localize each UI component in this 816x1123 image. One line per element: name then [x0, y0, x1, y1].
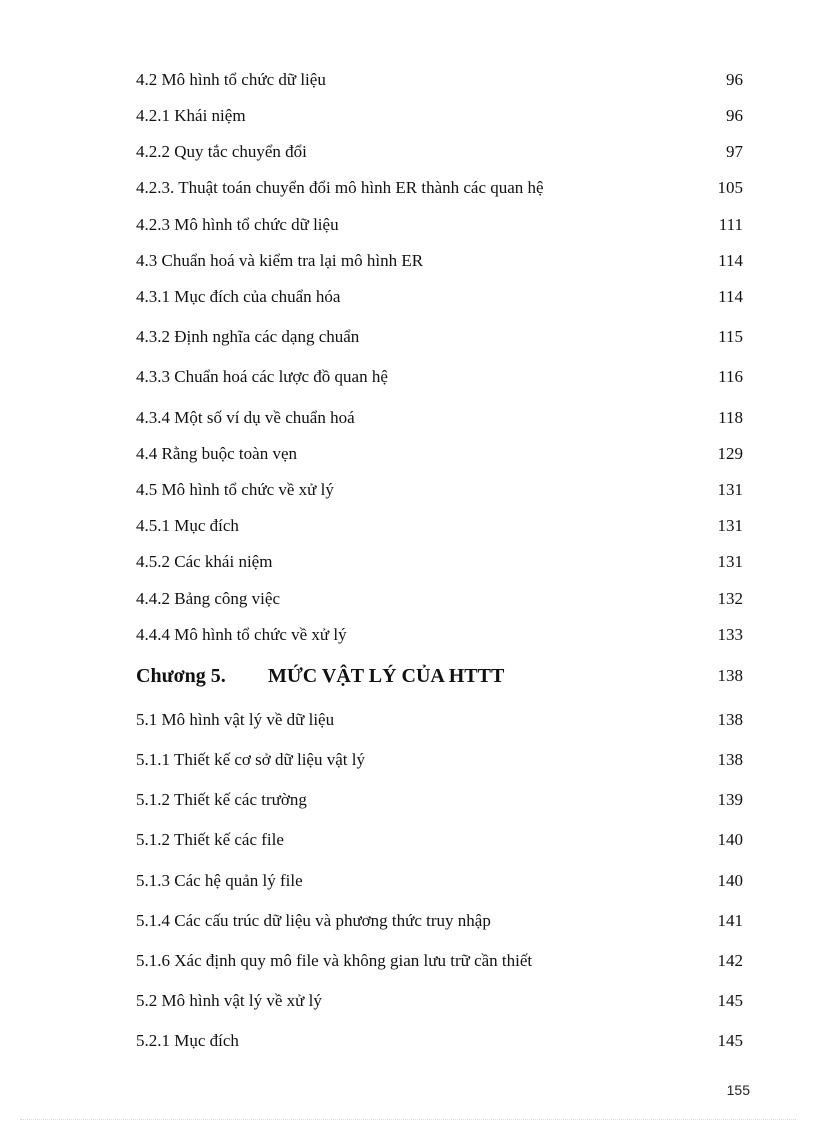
toc-entry-title: 5.1.2 Thiết kế các trường [136, 790, 307, 809]
toc-entry-title: 4.3.1 Mục đích của chuẩn hóa [136, 287, 341, 306]
toc-entry [136, 324, 743, 350]
toc-entry-title: 5.2.1 Mục đích [136, 1031, 239, 1050]
toc-entry [136, 477, 743, 503]
toc-entry-title: 4.2.3. Thuật toán chuyển đổi mô hình ER thành các quan hệ [136, 178, 544, 197]
chapter-title: MỨC VẬT LÝ CỦA HTTT [268, 665, 505, 687]
toc-entry-page: 129 [717, 444, 743, 463]
toc-entry-title: 4.3 Chuẩn hoá và kiểm tra lại mô hình ER [136, 251, 424, 270]
toc-entry-page: 114 [718, 251, 743, 270]
toc-entry-page: 142 [717, 951, 743, 970]
toc-entry [136, 586, 743, 612]
toc-entry-page: 105 [717, 178, 743, 197]
toc-entry-title: 5.1.4 Các cấu trúc dữ liệu và phương thức truy nhập [136, 911, 491, 930]
toc-entry-title: 5.1 Mô hình vật lý về dữ liệu [136, 710, 335, 729]
toc-entry [136, 1028, 743, 1054]
toc-entry [136, 868, 743, 894]
toc-entry [136, 364, 743, 390]
toc-entry-title: 4.4 Rằng buộc toàn vẹn [136, 444, 297, 463]
toc-entry [136, 513, 743, 539]
toc-entry-title: 4.2.1 Khái niệm [136, 106, 246, 125]
toc-entry [136, 948, 743, 974]
toc-entry-page: 145 [717, 991, 743, 1010]
toc-entry-page: 96 [726, 106, 743, 125]
toc-entry-title: 4.3.4 Một số ví dụ về chuẩn hoá [136, 408, 355, 427]
toc-entry-title: 4.3.3 Chuẩn hoá các lược đồ quan hệ [136, 367, 388, 386]
toc-chapter-heading [136, 663, 743, 689]
toc-entry [136, 212, 743, 238]
toc-entry [136, 175, 743, 201]
toc-entry-page: 114 [718, 287, 743, 306]
toc-entry-page: 131 [717, 552, 743, 571]
toc-entry [136, 622, 743, 648]
toc-entry-page: 138 [717, 750, 743, 769]
toc-entry-title: 4.2 Mô hình tổ chức dữ liệu [136, 70, 326, 89]
toc-entry-title: 5.2 Mô hình vật lý về xử lý [136, 991, 322, 1010]
toc-entry-title: 4.5 Mô hình tổ chức về xử lý [136, 480, 334, 499]
toc-entry-title: 5.1.1 Thiết kế cơ sở dữ liệu vật lý [136, 750, 365, 769]
toc-entry-page: 133 [717, 625, 743, 644]
toc-entry-title: 4.5.1 Mục đích [136, 516, 239, 535]
toc-entry [136, 248, 743, 274]
toc-entry-page: 96 [726, 70, 743, 89]
toc-entry [136, 908, 743, 934]
chapter-title-line [136, 663, 504, 689]
toc-entry-page: 140 [717, 830, 743, 849]
toc-entry [136, 747, 743, 773]
toc-entry-page: 132 [717, 589, 743, 608]
chapter-number: Chương 5. [136, 665, 226, 687]
toc-entry-page: 118 [718, 408, 743, 427]
toc-entry-title: 4.2.3 Mô hình tổ chức dữ liệu [136, 215, 339, 234]
footer-divider [20, 1119, 796, 1120]
toc-entry-page: 145 [717, 1031, 743, 1050]
page-number: 155 [726, 1082, 750, 1098]
toc-entry-title: 4.3.2 Định nghĩa các dạng chuẩn [136, 327, 360, 346]
toc-entry-page: 115 [718, 327, 743, 346]
toc-entry [136, 787, 743, 813]
toc-entry [136, 707, 743, 733]
toc-entry-page: 141 [717, 911, 743, 930]
toc-entry [136, 988, 743, 1014]
toc-entry [136, 549, 743, 575]
toc-entry-title: 4.4.2 Bảng công việc [136, 589, 280, 608]
toc-entry [136, 441, 743, 467]
toc-entry-page: 139 [717, 790, 743, 809]
toc-entry-page: 131 [717, 516, 743, 535]
toc-entry-page: 140 [717, 871, 743, 890]
toc-entry-title: 4.2.2 Quy tắc chuyển đổi [136, 142, 307, 161]
toc-entry [136, 284, 743, 310]
toc-entry [136, 139, 743, 165]
toc-entry-title: 5.1.6 Xác định quy mô file và không gian lưu trữ cần thiết [136, 951, 533, 970]
toc-entry-page: 138 [717, 710, 743, 729]
toc-entry [136, 827, 743, 853]
toc-entry [136, 67, 743, 93]
toc-entry-page: 116 [718, 367, 743, 386]
chapter-page: 138 [717, 666, 743, 685]
toc-entry-title: 5.1.3 Các hệ quản lý file [136, 871, 303, 890]
toc-entry-title: 5.1.2 Thiết kế các file [136, 830, 284, 849]
toc-entry-title: 4.4.4 Mô hình tổ chức về xử lý [136, 625, 347, 644]
toc-entry-title: 4.5.2 Các khái niệm [136, 552, 273, 571]
toc-entry-page: 111 [718, 215, 743, 234]
toc-entry [136, 405, 743, 431]
toc-entry [136, 103, 743, 129]
toc-entry-page: 131 [717, 480, 743, 499]
toc-entry-page: 97 [726, 142, 743, 161]
